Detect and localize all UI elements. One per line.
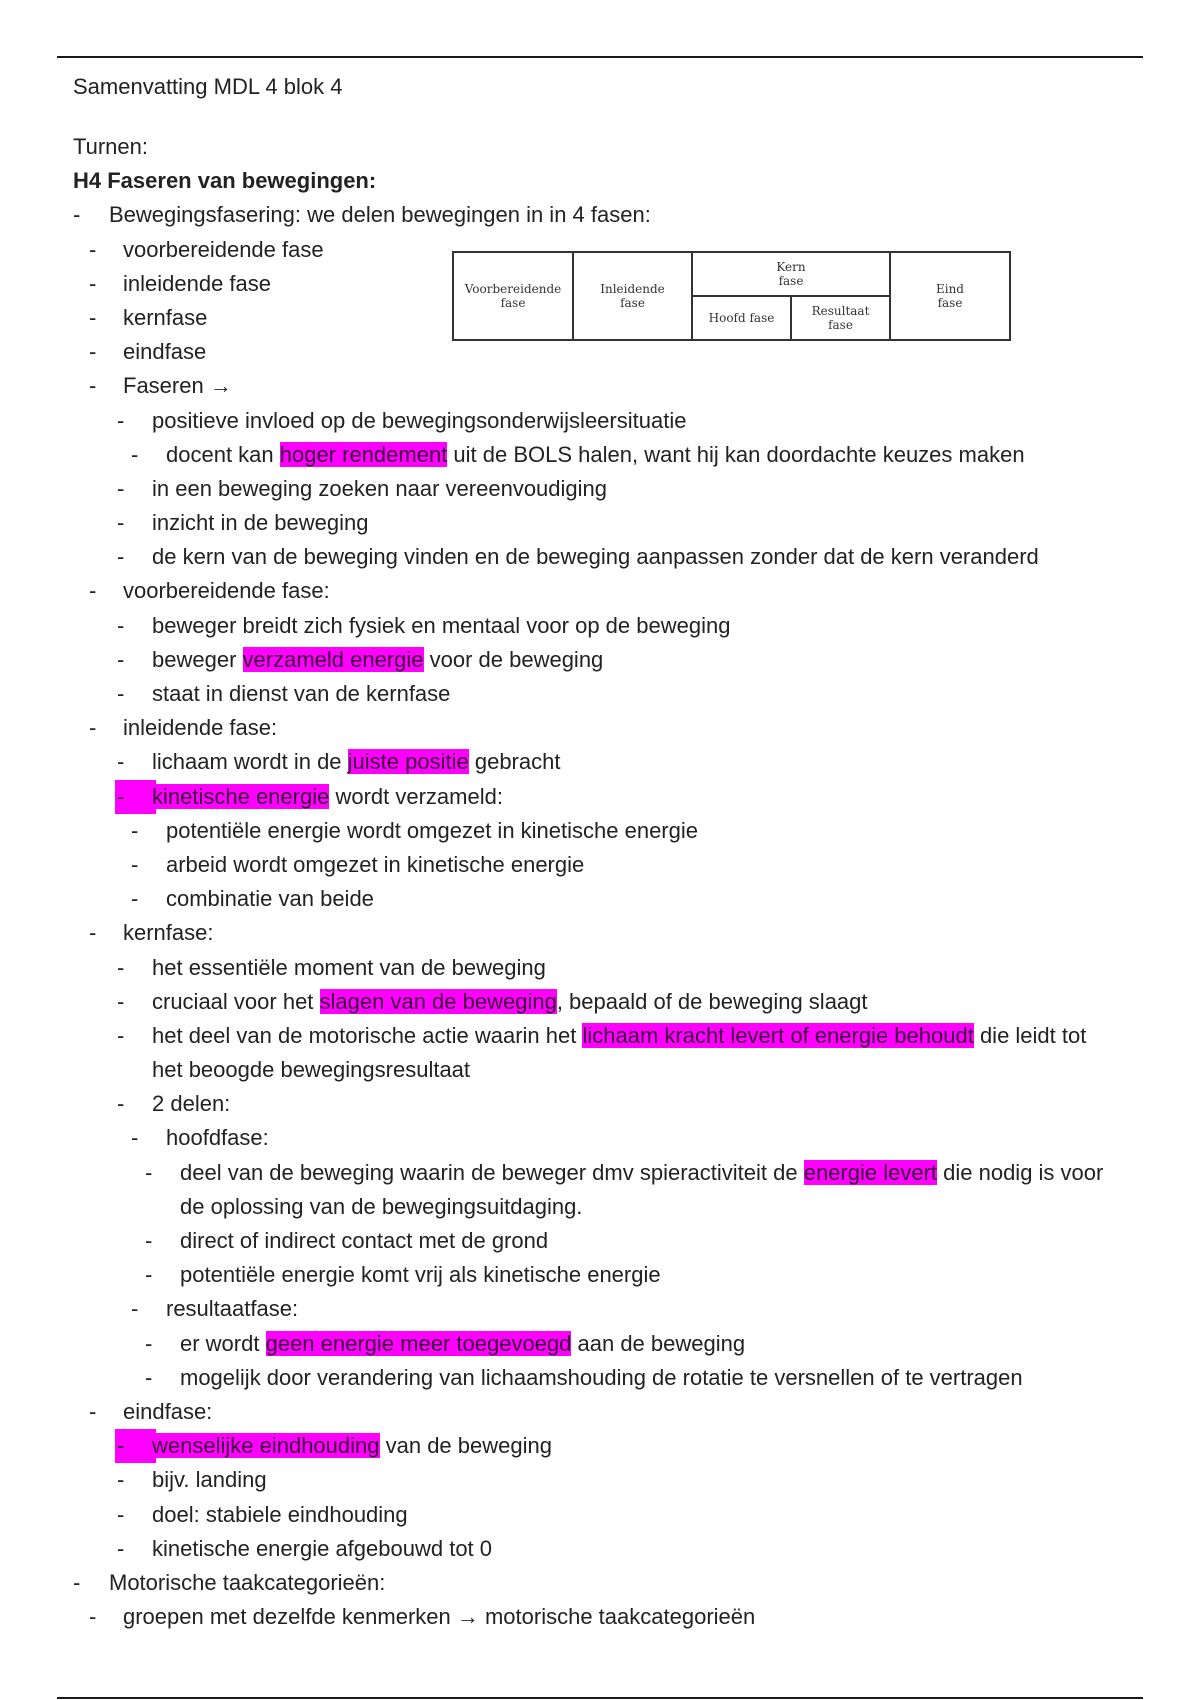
text-run: van de beweging [379, 1433, 552, 1459]
bullet-dash: - [117, 1091, 125, 1117]
text-run: wordt verzameld: [329, 783, 503, 809]
bullet-line [73, 1292, 1133, 1326]
bullet-text [152, 985, 868, 1019]
bullet-text [152, 643, 603, 677]
bullet-dash: - [89, 1604, 97, 1630]
bullet-text [152, 677, 450, 711]
bullet-line [73, 438, 1133, 472]
bullet-text [152, 506, 368, 540]
bullet-dash: - [115, 780, 156, 814]
bullet-dash: - [117, 1501, 125, 1527]
text-run: in een beweging zoeken naar vereenvoudiging [152, 475, 608, 501]
bullet-text [152, 1463, 267, 1497]
text-run: voorbereidende fase: [123, 578, 330, 604]
bullet-text [180, 1156, 1103, 1190]
bullet-dash: - [117, 1467, 125, 1493]
text-run: aan de beweging [571, 1330, 746, 1356]
bullet-line [73, 1019, 1133, 1053]
bullet-text [152, 1019, 1086, 1053]
bullet-dash: - [73, 1569, 81, 1595]
bullet-line [73, 1156, 1133, 1190]
text-run: voorbereidende fase [123, 236, 324, 262]
bullet-dash: - [89, 373, 97, 399]
bullet-dash: - [117, 1535, 125, 1561]
bullet-line [73, 643, 1133, 677]
text-run: beweger [152, 646, 243, 672]
bullet-line [73, 1258, 1133, 1292]
bullet-list [73, 198, 1133, 1634]
text-run: mogelijk door verandering van lichaamshouding de rotatie te versnellen of te vertragen [180, 1364, 1023, 1390]
bullet-text [123, 267, 271, 301]
bullet-dash: - [117, 407, 125, 433]
text-run: resultaatfase: [166, 1296, 299, 1322]
bullet-text [123, 369, 232, 403]
bullet-line [73, 1224, 1133, 1258]
bullet-dash: - [117, 646, 125, 672]
bullet-line [73, 1566, 1133, 1600]
bullet-dash: - [89, 236, 97, 262]
footer-rule [57, 1697, 1143, 1699]
bullet-line [73, 1087, 1133, 1121]
text-run: Motorische taakcategorieën: [109, 1569, 386, 1595]
bullet-text [123, 916, 214, 950]
blank-line [73, 104, 1133, 130]
bullet-line [73, 1429, 1133, 1463]
phase-cell-inleidende: Inleidende fase [572, 251, 693, 341]
bullet-dash: - [131, 817, 139, 843]
bullet-line [73, 745, 1133, 779]
bullet-dash: - [131, 851, 139, 877]
bullet-line [73, 1327, 1133, 1361]
bullet-dash: - [145, 1159, 153, 1185]
text-run: , bepaald of de beweging slaagt [556, 988, 868, 1014]
bullet-dash: - [89, 270, 97, 296]
section-text: Turnen: [73, 134, 149, 159]
bullet-text [123, 1395, 212, 1429]
bullet-line [73, 985, 1133, 1019]
text-run: er wordt [180, 1330, 266, 1356]
bullet-dash: - [145, 1262, 153, 1288]
text-run: eindfase: [123, 1398, 213, 1424]
bullet-dash: - [117, 681, 125, 706]
text-run: Bewegingsfasering: we delen bewegingen in in 4 fasen: [109, 202, 651, 228]
text-run: 2 delen: [152, 1091, 231, 1117]
bullet-dash: - [131, 441, 139, 467]
bullet-dash: - [89, 1398, 97, 1424]
phase-cell-kern: Kern fase [691, 251, 891, 297]
bullet-text [123, 1600, 755, 1634]
bullet-text [166, 848, 584, 882]
bullet-dash: - [89, 304, 97, 330]
bullet-dash: - [131, 1125, 139, 1151]
bullet-text [152, 1053, 470, 1087]
bullet-text [109, 1566, 385, 1600]
highlighted-text: verzameld energie [242, 646, 424, 672]
bullet-text [109, 198, 651, 232]
text-run: positieve invloed op de bewegingsonderwijsleersituatie [152, 407, 687, 433]
text-run: doel: stabiele eindhouding [152, 1501, 408, 1527]
text-run: gebracht [468, 749, 561, 775]
bullet-line [73, 951, 1133, 985]
bullet-dash: - [117, 544, 125, 570]
bullet-text [152, 609, 730, 643]
text-run: kernfase: [123, 920, 214, 946]
bullet-text [123, 233, 324, 267]
text-run: beweger breidt zich fysiek en mentaal voor op de beweging [152, 612, 731, 638]
bullet-dash: - [117, 510, 125, 536]
text-run: groepen met dezelfde kenmerken → motorische taakcategorieën [123, 1604, 756, 1630]
phase-cell-resultaat: Resultaat fase [790, 295, 891, 341]
text-run: het deel van de motorische actie waarin het [152, 1022, 583, 1048]
bullet-dash: - [89, 715, 97, 741]
phase-cell-voorbereidende: Voorbereidende fase [452, 251, 574, 341]
bullet-line [73, 1463, 1133, 1497]
bullet-line [73, 472, 1133, 506]
bullet-text [123, 335, 206, 369]
bullet-line [73, 540, 1133, 574]
bullet-line [73, 198, 1133, 232]
bullet-line [73, 1532, 1133, 1566]
bullet-text [166, 882, 374, 916]
phase-cell-eind: Eind fase [889, 251, 1011, 341]
text-run: inleidende fase [123, 270, 272, 296]
bullet-line [73, 404, 1133, 438]
text-run: kernfase [123, 304, 208, 330]
bullet-text [152, 540, 1039, 574]
bullet-text [180, 1327, 745, 1361]
bullet-text [152, 1532, 492, 1566]
phase-diagram [452, 251, 1011, 341]
bullet-line [73, 780, 1133, 814]
bullet-dash: - [145, 1364, 153, 1390]
bullet-text [180, 1224, 548, 1258]
bullet-line [73, 1053, 1133, 1087]
highlighted-text: wenselijke eindhouding [152, 1433, 380, 1459]
text-run: arbeid wordt omgezet in kinetische energie [166, 851, 585, 877]
text-run: het beoogde bewegingsresultaat [152, 1057, 471, 1083]
bullet-line [73, 711, 1133, 745]
text-run: docent kan [166, 441, 280, 467]
text-run: inleidende fase: [123, 715, 278, 741]
bullet-dash: - [117, 954, 125, 980]
bullet-text [166, 1121, 269, 1155]
text-run: de kern van de beweging vinden en de beweging aanpassen zonder dat de kern veranderd [152, 544, 1039, 570]
bullet-line [73, 1498, 1133, 1532]
bullet-text [152, 404, 686, 438]
document-title [73, 70, 1133, 104]
bullet-text [123, 711, 277, 745]
highlighted-text: kinetische energie [152, 783, 330, 809]
bullet-text [152, 780, 503, 814]
bullet-text [166, 1292, 298, 1326]
bullet-text [152, 1429, 552, 1463]
bullet-text [180, 1190, 582, 1224]
text-run: inzicht in de beweging [152, 510, 369, 536]
bullet-line [73, 1600, 1133, 1634]
bullet-text [123, 574, 330, 608]
bullet-dash: - [117, 612, 125, 638]
bullet-text [152, 951, 546, 985]
text-run: hoofdfase: [166, 1125, 269, 1151]
bullet-line [73, 677, 1133, 711]
text-run: bijv. landing [152, 1467, 267, 1493]
section-label [73, 130, 1133, 164]
text-run: staat in dienst van de kernfase [152, 681, 451, 706]
heading-text: H4 Faseren van bewegingen: [73, 168, 377, 194]
bullet-dash: - [117, 988, 125, 1014]
text-run: direct of indirect contact met de grond [180, 1228, 549, 1253]
highlighted-text: hoger rendement [279, 441, 448, 467]
bullet-line [73, 814, 1133, 848]
highlighted-text: slagen van de beweging [319, 988, 557, 1014]
highlighted-text: juiste positie [347, 749, 469, 775]
section-heading [73, 164, 1133, 198]
bullet-line [73, 609, 1133, 643]
bullet-text [152, 472, 607, 506]
bullet-dash: - [89, 920, 97, 946]
title-text: Samenvatting MDL 4 blok 4 [73, 74, 343, 99]
bullet-line [73, 506, 1133, 540]
text-run: cruciaal voor het [152, 988, 320, 1014]
text-run: kinetische energie afgebouwd tot 0 [152, 1535, 493, 1561]
bullet-line [73, 574, 1133, 608]
text-run: Faseren → [123, 373, 232, 399]
bullet-text [180, 1258, 661, 1292]
bullet-line [73, 1361, 1133, 1395]
highlighted-text: energie levert [803, 1159, 938, 1185]
phase-cell-hoofd: Hoofd fase [691, 295, 792, 341]
bullet-line [73, 882, 1133, 916]
text-run: lichaam wordt in de [152, 749, 348, 775]
bullet-text [152, 1087, 230, 1121]
bullet-line [73, 916, 1133, 950]
bullet-line [73, 1121, 1133, 1155]
bullet-dash: - [117, 475, 125, 501]
bullet-text [180, 1361, 1023, 1395]
text-run: het essentiële moment van de beweging [152, 954, 546, 980]
text-run: deel van de beweging waarin de beweger dmv spieractiviteit de [180, 1159, 804, 1185]
bullet-line [73, 369, 1133, 403]
bullet-text [166, 814, 698, 848]
bullet-dash: - [145, 1330, 153, 1356]
text-run: voor de beweging [423, 646, 604, 672]
text-run: uit de BOLS halen, want hij kan doordachte keuzes maken [447, 441, 1025, 467]
bullet-dash: - [115, 1429, 156, 1463]
bullet-dash: - [117, 749, 125, 775]
bullet-dash: - [145, 1228, 153, 1253]
text-run: potentiële energie komt vrij als kinetische energie [180, 1262, 661, 1288]
highlighted-text: lichaam kracht levert of energie behoudt [582, 1022, 974, 1048]
bullet-line [73, 1190, 1133, 1224]
text-run: eindfase [123, 339, 207, 365]
text-run: die nodig is voor [937, 1159, 1104, 1185]
bullet-line [73, 848, 1133, 882]
bullet-text [166, 438, 1025, 472]
text-run: die leidt tot [973, 1022, 1087, 1048]
bullet-text [152, 745, 560, 779]
bullet-line [73, 1395, 1133, 1429]
text-run: de oplossing van de bewegingsuitdaging. [180, 1193, 583, 1219]
bullet-dash: - [89, 578, 97, 604]
text-run: potentiële energie wordt omgezet in kinetische energie [166, 817, 698, 843]
bullet-text [152, 1498, 408, 1532]
header-rule [57, 56, 1143, 58]
bullet-dash: - [73, 202, 81, 228]
highlighted-text: geen energie meer toegevoegd [265, 1330, 572, 1356]
bullet-text [123, 301, 207, 335]
bullet-dash: - [117, 1022, 125, 1048]
bullet-dash: - [131, 886, 139, 912]
bullet-dash: - [131, 1296, 139, 1322]
bullet-dash: - [89, 339, 97, 365]
text-run: combinatie van beide [166, 886, 374, 912]
